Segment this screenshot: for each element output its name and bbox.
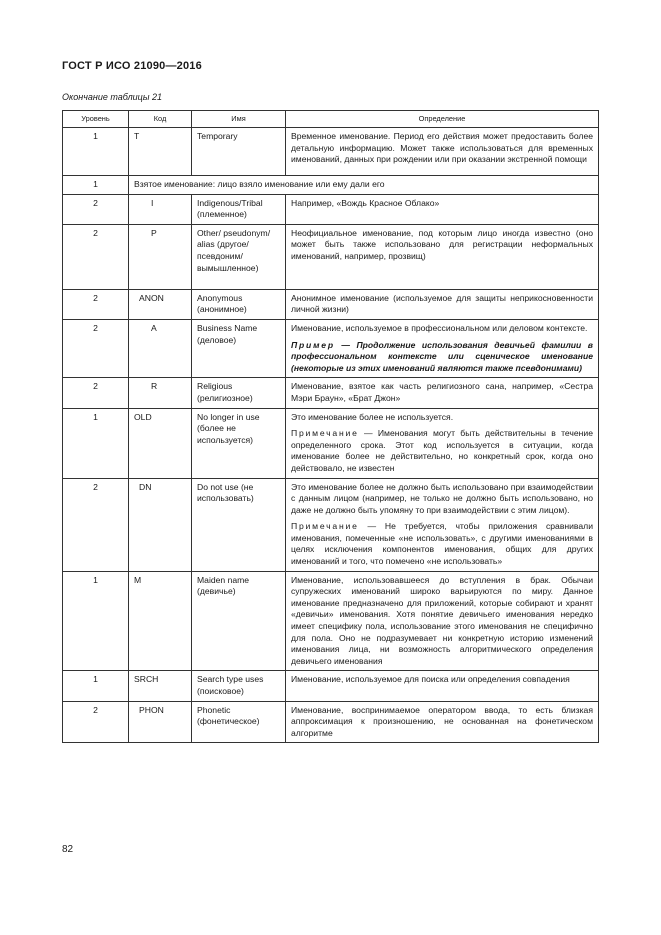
cell-code: ANON bbox=[129, 289, 192, 319]
cell-level: 2 bbox=[63, 478, 129, 571]
cell-definition: Например, «Вождь Красное Облако» bbox=[286, 194, 599, 224]
cell-name: Do not use (не использовать) bbox=[192, 478, 286, 571]
cell-definition: Именование, используемое в профессиональном или деловом контексте. Пример — Продолжение использования девичьей фамилии в профессиональном контексте или сценическое именование (некоторые из этих именований являются также псевдонимами) bbox=[286, 319, 599, 377]
cell-name: Maiden name (девичье) bbox=[192, 571, 286, 671]
document-title: ГОСТ Р ИСО 21090—2016 bbox=[62, 60, 202, 72]
column-header-code: Код bbox=[129, 111, 192, 128]
table-row bbox=[63, 701, 599, 743]
table-row bbox=[63, 194, 599, 224]
cell-level: 2 bbox=[63, 289, 129, 319]
cell-code: PHON bbox=[129, 701, 192, 743]
cell-definition: Неофициальное именование, под которым лицо иногда известно (оно может быть также использовано для регистрации неформальных именований, например, прозвищ) bbox=[286, 224, 599, 289]
cell-level: 2 bbox=[63, 319, 129, 377]
cell-code: T bbox=[129, 128, 192, 176]
table-row bbox=[63, 319, 599, 377]
note-text: — Не требуется, чтобы приложения сравнивали именования, помеченные «не использовать», с другими именованиями в целях исключения компонентов именования, общих для других именований и того, что помечено «не использовать» bbox=[291, 521, 593, 567]
cell-level: 1 bbox=[63, 176, 129, 195]
cell-name: Business Name (деловое) bbox=[192, 319, 286, 377]
page-number: 82 bbox=[62, 844, 74, 855]
cell-code: DN bbox=[129, 478, 192, 571]
cell-level: 1 bbox=[63, 671, 129, 701]
cell-spanning-definition: Взятое именование: лицо взяло именование или ему дали его bbox=[129, 176, 599, 195]
table-row bbox=[63, 478, 599, 571]
cell-level: 1 bbox=[63, 571, 129, 671]
cell-name: Anonymous (анонимное) bbox=[192, 289, 286, 319]
codes-table bbox=[62, 110, 599, 743]
cell-code: A bbox=[129, 319, 192, 377]
cell-name: Other/ pseudonym/ alias (другое/ псевдоним/ вымышленное) bbox=[192, 224, 286, 289]
note-text: — Именования могут быть действительны в течение определенного срока. Этот код используется в ситуации, когда именование более не действительно, но конкретный срок, когда оно действовало, не известен bbox=[291, 428, 593, 473]
cell-code: I bbox=[129, 194, 192, 224]
cell-level: 2 bbox=[63, 378, 129, 408]
cell-level: 2 bbox=[63, 224, 129, 289]
cell-level: 1 bbox=[63, 128, 129, 176]
cell-definition: Именование, использовавшееся до вступления в брак. Обычаи супружеских именований широко варьируются по миру. Данное именование предназначено для приложений, которые собирают и хранят «девичьи» именования. Хотя понятие девичьего именования нередко имеет специфику пола, использование этого именования не специфично для пола. Оно не подразумевает ни конкретную историю изменений именования лица, ни возможность алгоритмического определения девичьего именования bbox=[286, 571, 599, 671]
column-header-definition: Определение bbox=[286, 111, 599, 128]
table-row bbox=[63, 289, 599, 319]
cell-level: 2 bbox=[63, 194, 129, 224]
table-caption: Окончание таблицы 21 bbox=[62, 92, 162, 102]
cell-definition: Временное именование. Период его действия может предоставить более детальную информацию. Может также использоваться для временных именований, данных при рождении или при оказании экстренной помощи bbox=[286, 128, 599, 176]
note-label: Примечание bbox=[291, 521, 359, 532]
column-header-level: Уровень bbox=[63, 111, 129, 128]
cell-name: Religious (религиозное) bbox=[192, 378, 286, 408]
cell-definition: Это именование более не используется. Примечание — Именования могут быть действительны в течение определенного срока. Этот код используется в ситуации, когда именование более не действительно, но конкретный срок, когда оно действовало, не известен bbox=[286, 408, 599, 478]
table-row bbox=[63, 671, 599, 701]
table-row bbox=[63, 378, 599, 408]
note-label: Примечание bbox=[291, 428, 359, 439]
table-header-row bbox=[63, 111, 599, 128]
cell-definition: Именование, взятое как часть религиозного сана, например, «Сестра Мэри Браун», «Брат Джон» bbox=[286, 378, 599, 408]
note-paragraph bbox=[291, 521, 593, 567]
cell-code: SRCH bbox=[129, 671, 192, 701]
cell-name: Phonetic (фонетическое) bbox=[192, 701, 286, 743]
cell-code: M bbox=[129, 571, 192, 671]
cell-definition: Именование, используемое для поиска или определения совпадения bbox=[286, 671, 599, 701]
column-header-name: Имя bbox=[192, 111, 286, 128]
table-row bbox=[63, 408, 599, 478]
cell-definition: Анонимное именование (используемое для защиты неприкосновенности личной жизни) bbox=[286, 289, 599, 319]
table-row bbox=[63, 571, 599, 671]
cell-code: OLD bbox=[129, 408, 192, 478]
table-row bbox=[63, 176, 599, 195]
cell-level: 2 bbox=[63, 701, 129, 743]
note-paragraph bbox=[291, 428, 593, 474]
example-paragraph bbox=[291, 340, 593, 375]
cell-code: P bbox=[129, 224, 192, 289]
cell-name: Search type uses (поисковое) bbox=[192, 671, 286, 701]
table-row bbox=[63, 224, 599, 289]
cell-name: Temporary bbox=[192, 128, 286, 176]
example-label: Пример bbox=[291, 339, 335, 350]
cell-definition: Именование, воспринимаемое оператором ввода, то есть близкая аппроксимация к произношению, не основанная на фонетическом алгоритме bbox=[286, 701, 599, 743]
table-row bbox=[63, 128, 599, 176]
example-text: — Продолжение использования девичьей фамилии в профессиональном контексте или сценическое именование (некоторые из этих именований являются также псевдонимами) bbox=[291, 339, 593, 373]
cell-name: No longer in use (более не используется) bbox=[192, 408, 286, 478]
cell-definition: Это именование более не должно быть использовано при взаимодействии с данным лицом (например, не только не должно быть использовано, но даже не должно быть упомяну то при взаимодействии с этим лицом). Примечание — Не требуется, чтобы приложения сравнивали именования, помеченные «не использовать», с другими именованиями в целях исключения компонентов именования, общих для других именований и того, что помечено «не использовать» bbox=[286, 478, 599, 571]
cell-level: 1 bbox=[63, 408, 129, 478]
cell-name: Indigenous/Tribal (племенное) bbox=[192, 194, 286, 224]
cell-code: R bbox=[129, 378, 192, 408]
